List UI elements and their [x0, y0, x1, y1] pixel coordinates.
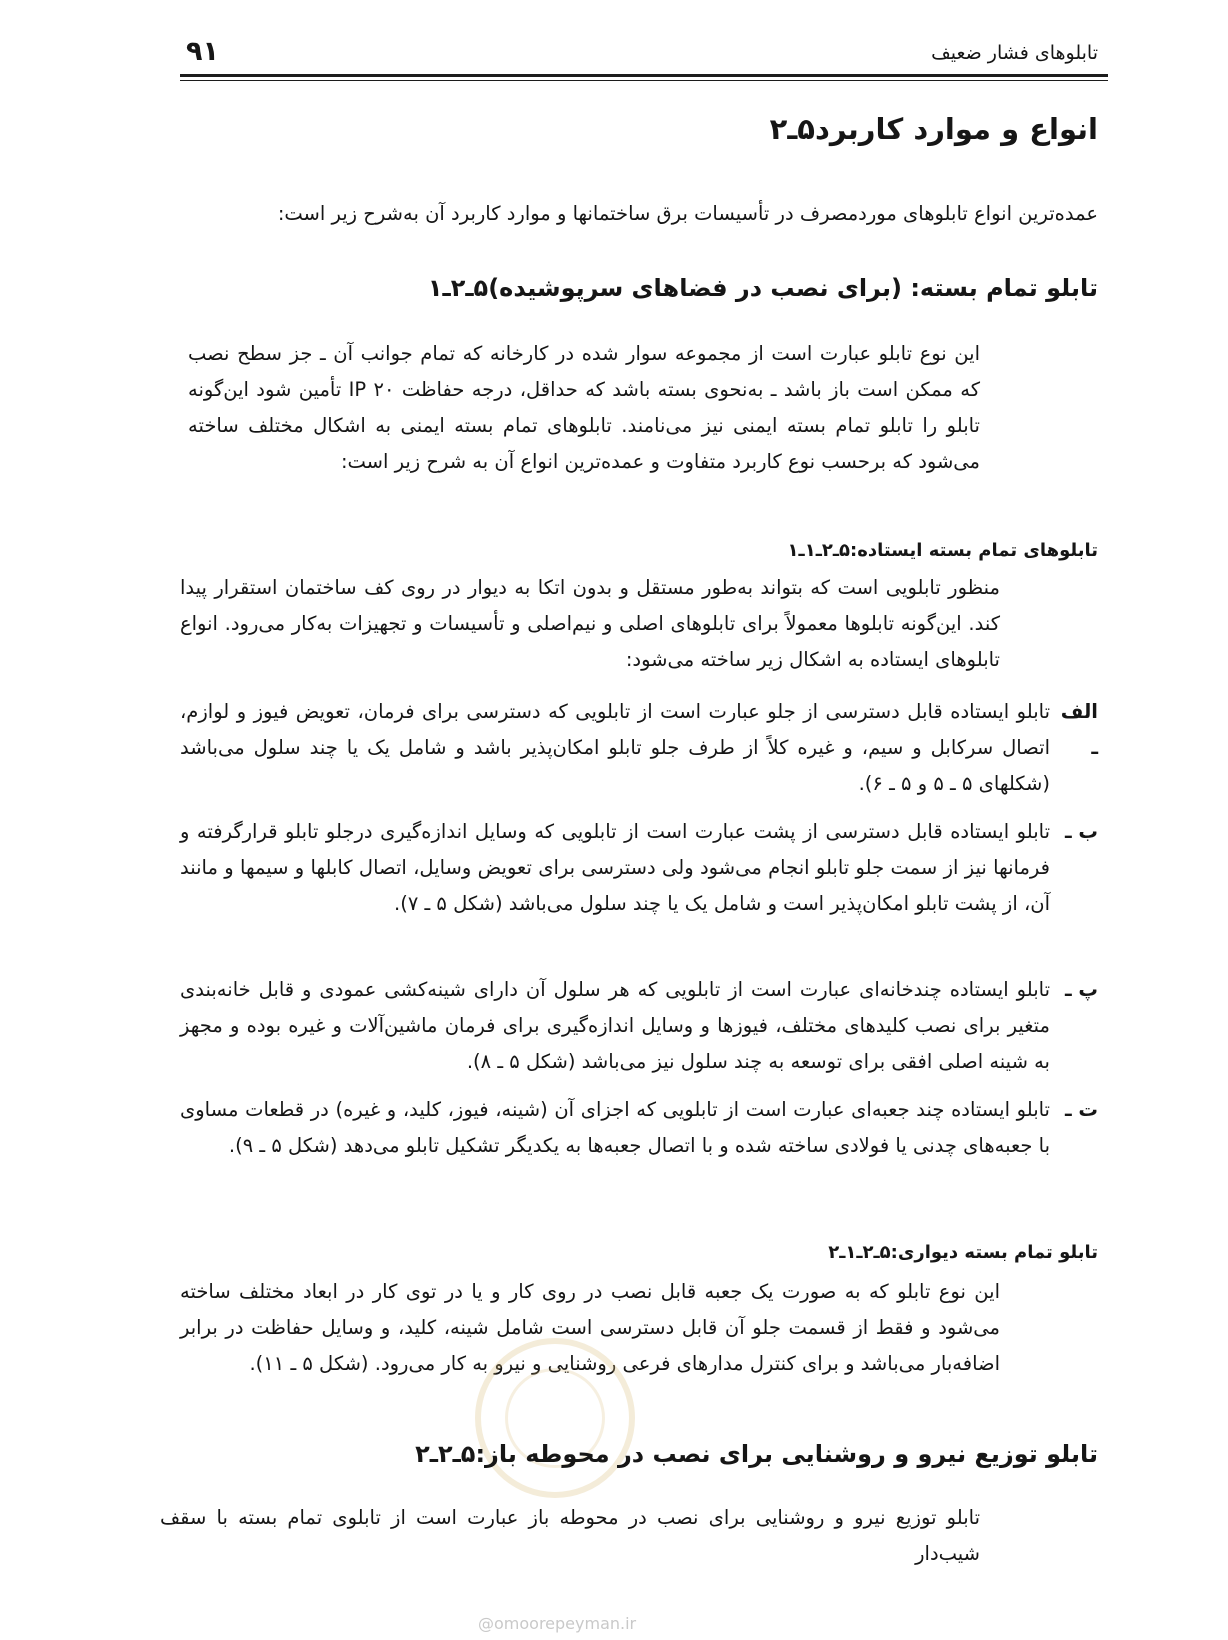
list-item-pe — [180, 972, 1098, 1080]
subsection-heading-1 — [368, 274, 1098, 302]
subsubsection-number-1-1: ۵ـ۲ـ۱ـ۱ — [787, 540, 851, 561]
subsubsection-title-1-2: تابلو تمام بسته دیواری: — [890, 1242, 1098, 1263]
subsection-title-2: تابلو توزیع نیرو و روشنایی برای نصب در محوطه باز: — [475, 1440, 1098, 1468]
subsubsection-title-1-1: تابلوهای تمام بسته ایستاده: — [850, 540, 1098, 561]
list-item-be — [180, 814, 1098, 922]
list-item-text: تابلو ایستاده قابل دسترسی از جلو عبارت است از تابلویی که دسترسی برای فرمان، تعویض فیوز و لوازم، اتصال سرکابل و سیم، و غیره کلاً از طرف جلو تابلو امکان‌پذیر باشد و شامل یک یا چند سلول می‌باشد (شکلهای ۵ ـ ۵ و ۵ ـ ۶). — [180, 700, 1050, 795]
subsection-number-2: ۵ـ۲ـ۲ — [415, 1440, 476, 1468]
section-number: ۵ـ۲ — [769, 112, 815, 146]
header-rule-thick — [180, 74, 1108, 77]
subsection-number-1: ۵ـ۲ـ۱ — [427, 274, 489, 302]
header-rule-thin — [180, 80, 1108, 81]
list-marker: ت ـ — [1064, 1098, 1098, 1121]
subsection-title-1: تابلو تمام بسته: (برای نصب در فضاهای سرپوشیده) — [488, 274, 1098, 302]
subsubsection-text-1-1: منظور تابلویی است که بتواند به‌طور مستقل و بدون اتکا به دیوار در روی کف ساختمان استقرار پیدا کند. این‌گونه تابلوها معمولاً برای تابلوهای اصلی و نیم‌اصلی و تأسیسات و تجهیزات به‌کار می‌رود. انواع تابلوهای ایستاده به اشکال زیر ساخته می‌شود: — [180, 576, 1000, 671]
watermark-seal — [475, 1338, 635, 1498]
list-marker: پ ـ — [1064, 978, 1098, 1001]
section-heading — [695, 112, 1098, 146]
subsection-text-1: این نوع تابلو عبارت است از مجموعه سوار شده در کارخانه که تمام جوانب آن ـ جز سطح نصب که ممکن است باز باشد ـ به‌نحوی بسته باشد که حداقل، درجه حفاظت IP ۲۰ تأمین شود این‌گونه تابلو را تابلو تمام بسته ایمنی نیز می‌نامند. تابلوهای تمام بسته ایمنی به اشکال مختلف ساخته می‌شود که برحسب نوع کاربرد متفاوت و عمده‌ترین انواع آن به شرح زیر است: — [188, 342, 980, 473]
section-title: انواع و موارد کاربرد — [815, 112, 1098, 146]
list-marker: الف ـ — [1060, 700, 1098, 759]
running-title: تابلوهای فشار ضعیف — [931, 42, 1098, 64]
list-item-alef — [180, 694, 1098, 802]
subsubsection-heading-1-2 — [795, 1242, 1098, 1263]
list-item-text: تابلو ایستاده چندخانه‌ای عبارت است از تابلویی که هر سلول آن دارای شینه‌کشی عمودی و قابل خانه‌بندی متغیر برای نصب کلیدهای مختلف، فیوزها و وسایل اندازه‌گیری برای فرمان ماشین‌آلات و غیره بوده و مجهز به شینه اصلی افقی برای توسعه به چند سلول نیز می‌باشد (شکل ۵ ـ ۸). — [180, 978, 1050, 1073]
list-item-te — [180, 1092, 1098, 1164]
subsection-heading-2 — [355, 1440, 1098, 1468]
subsubsection-heading-1-1 — [754, 540, 1098, 561]
list-marker: ب ـ — [1064, 820, 1098, 843]
page-number: ۹۱ — [186, 36, 219, 67]
subsection-text-2: تابلو توزیع نیرو و روشنایی برای نصب در محوطه باز عبارت است از تابلوی تمام بسته با سقف شیب‌دار — [160, 1506, 980, 1565]
watermark-url: @omoorepeyman.ir — [478, 1614, 637, 1633]
subsubsection-number-1-2: ۵ـ۲ـ۱ـ۲ — [828, 1242, 891, 1263]
list-item-text: تابلو ایستاده چند جعبه‌ای عبارت است از تابلویی که اجزای آن (شینه، فیوز، کلید، و غیره) در قطعات مساوی با جعبه‌های چدنی یا فولادی ساخته شده و با اتصال جعبه‌ها به یکدیگر تشکیل تابلو می‌دهد (شکل ۵ ـ ۹). — [180, 1098, 1050, 1157]
section-intro: عمده‌ترین انواع تابلوهای موردمصرف در تأسیسات برق ساختمانها و موارد کاربرد آن به‌شرح زیر است: — [277, 202, 1098, 225]
subsubsection-text-1-2: این نوع تابلو که به صورت یک جعبه قابل نصب در روی کار و یا در توی کار در ابعاد مختلف ساخته می‌شود و فقط از قسمت جلو آن قابل دسترسی است شامل شینه، کلید، و وسایل حفاظت در برابر اضافه‌بار می‌باشد و برای کنترل مدارهای فرعی روشنایی و نیرو به کار می‌رود. (شکل ۵ ـ ۱۱). — [180, 1280, 1000, 1375]
list-item-text: تابلو ایستاده قابل دسترسی از پشت عبارت است از تابلویی که وسایل اندازه‌گیری درجلو تابلو قرارگرفته و فرمانها نیز از سمت جلو تابلو انجام می‌شود ولی دسترسی برای تعویض وسایل، اتصال کابلها و سیمها و مانند آن، از پشت تابلو امکان‌پذیر است و شامل یک یا چند سلول می‌باشد (شکل ۵ ـ ۷). — [180, 820, 1050, 915]
